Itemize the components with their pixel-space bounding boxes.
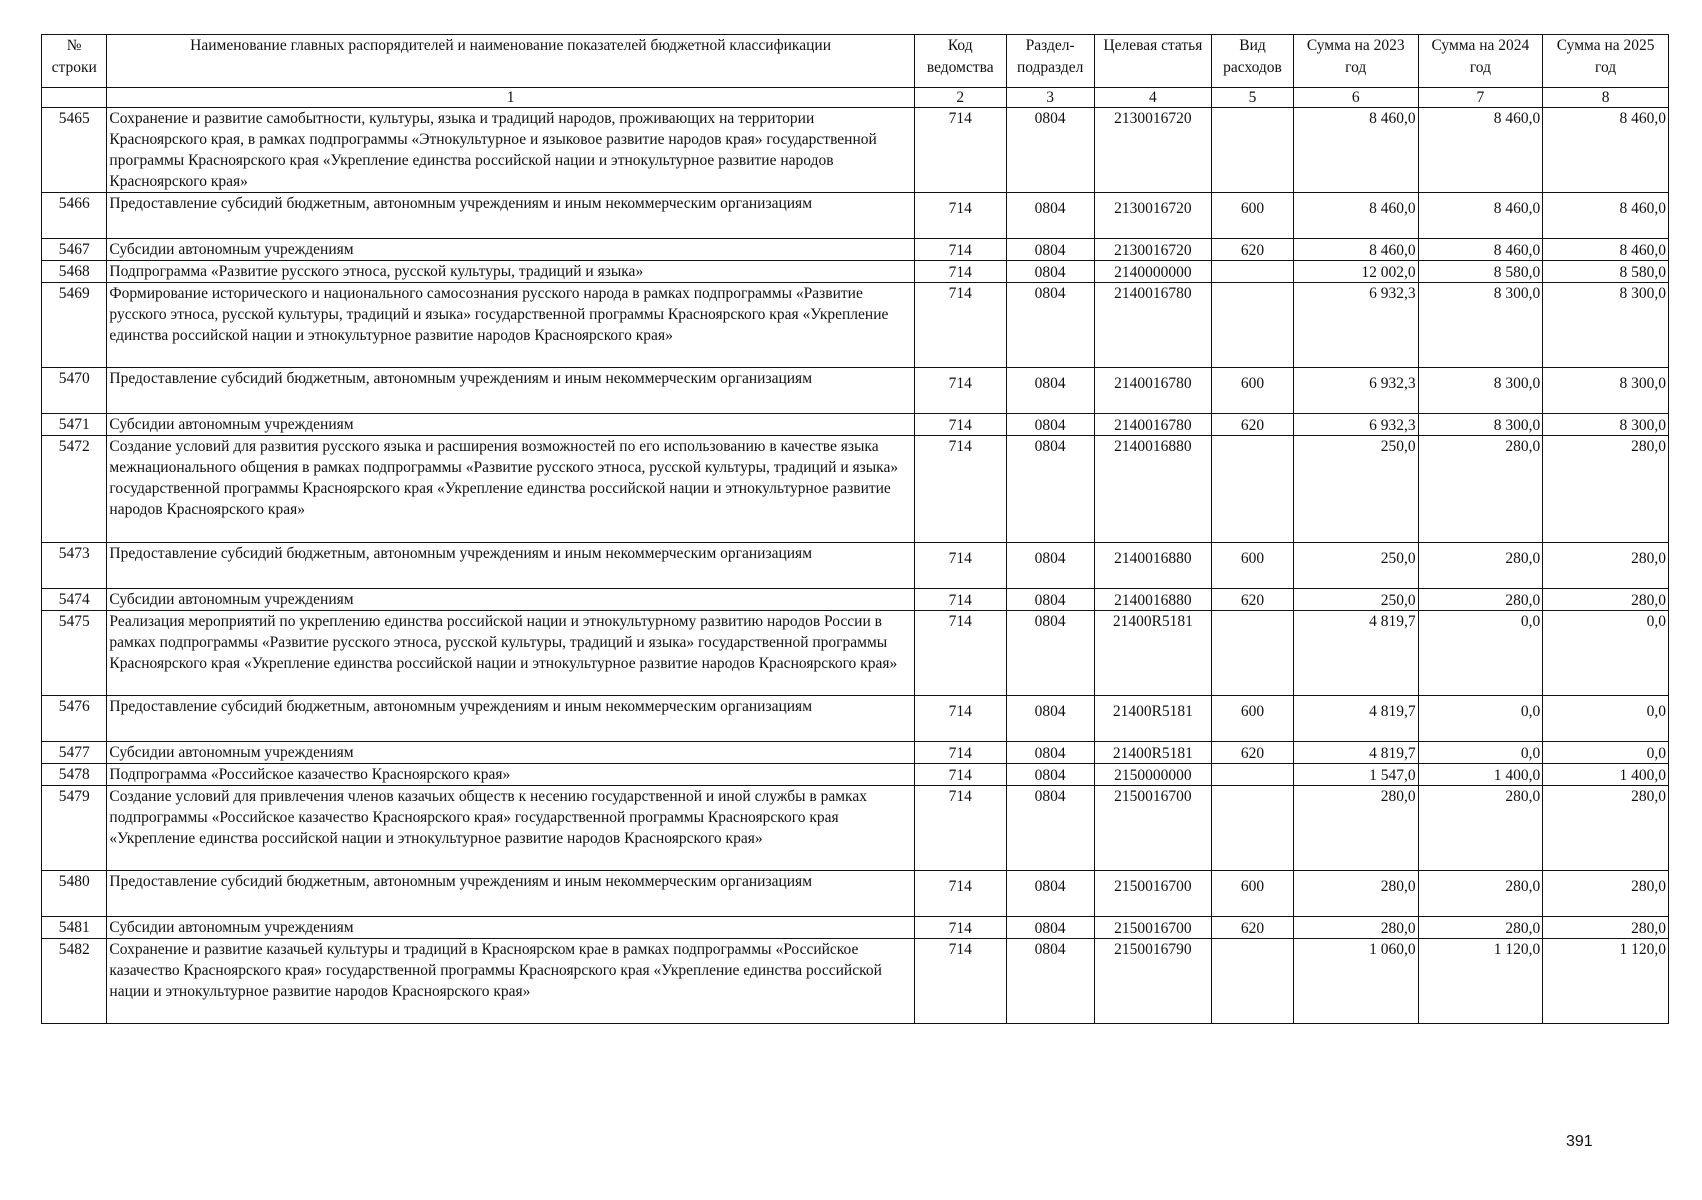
row-sum-2023: 8 460,0 [1293,193,1418,239]
row-expense-type [1212,283,1294,368]
row-number: 5475 [42,611,107,696]
row-number: 5482 [42,939,107,1024]
row-target: 2150016700 [1094,871,1212,917]
row-dept-code: 714 [914,696,1006,742]
row-sum-2023: 1 547,0 [1293,764,1418,786]
row-section: 0804 [1006,108,1094,193]
row-number: 5477 [42,742,107,764]
row-dept-code: 714 [914,543,1006,589]
row-expense-type: 620 [1212,239,1294,261]
header-sum-2025: Сумма на 2025 год [1543,35,1669,88]
row-sum-2025: 280,0 [1543,917,1669,939]
row-expense-type: 620 [1212,414,1294,436]
row-sum-2024: 280,0 [1418,543,1543,589]
row-name: Сохранение и развитие казачьей культуры и традиций в Красноярском крае в рамках подпрограммы «Российское казачество Красноярского края» государственной программы Красноярского края «Укрепление единства российской нации и этнокультурное развитие народов Красноярского края» [107,939,914,1024]
table-row [42,742,1669,764]
row-dept-code: 714 [914,414,1006,436]
row-target: 21400R5181 [1094,696,1212,742]
column-number-row [42,88,1669,108]
row-sum-2025: 8 580,0 [1543,261,1669,283]
table-row [42,239,1669,261]
row-sum-2024: 280,0 [1418,589,1543,611]
row-section: 0804 [1006,742,1094,764]
table-row [42,696,1669,742]
row-target: 21400R5181 [1094,742,1212,764]
row-section: 0804 [1006,871,1094,917]
row-number: 5476 [42,696,107,742]
row-name: Предоставление субсидий бюджетным, автономным учреждениям и иным некоммерческим организациям [107,696,914,742]
table-row [42,786,1669,871]
row-number: 5468 [42,261,107,283]
row-dept-code: 714 [914,368,1006,414]
row-target: 2150016700 [1094,917,1212,939]
row-dept-code: 714 [914,742,1006,764]
row-expense-type [1212,786,1294,871]
row-section: 0804 [1006,368,1094,414]
row-name: Субсидии автономным учреждениям [107,239,914,261]
table-row [42,871,1669,917]
row-expense-type: 600 [1212,368,1294,414]
row-section: 0804 [1006,414,1094,436]
header-name: Наименование главных распорядителей и наименование показателей бюджетной классификации [107,35,914,88]
row-number: 5471 [42,414,107,436]
row-sum-2024: 0,0 [1418,742,1543,764]
row-number: 5470 [42,368,107,414]
row-section: 0804 [1006,239,1094,261]
table-row [42,414,1669,436]
budget-table [41,34,1669,1024]
row-target: 2130016720 [1094,193,1212,239]
row-name: Предоставление субсидий бюджетным, автономным учреждениям и иным некоммерческим организациям [107,368,914,414]
row-target: 2140016880 [1094,543,1212,589]
row-dept-code: 714 [914,436,1006,543]
row-sum-2024: 1 120,0 [1418,939,1543,1024]
row-target: 2140016780 [1094,368,1212,414]
row-target: 2140016780 [1094,414,1212,436]
row-section: 0804 [1006,764,1094,786]
row-sum-2025: 8 300,0 [1543,283,1669,368]
row-sum-2025: 280,0 [1543,786,1669,871]
row-section: 0804 [1006,543,1094,589]
table-row [42,917,1669,939]
row-sum-2023: 250,0 [1293,436,1418,543]
row-number: 5478 [42,764,107,786]
column-number: 2 [914,88,1006,108]
row-sum-2023: 1 060,0 [1293,939,1418,1024]
table-row [42,939,1669,1024]
row-dept-code: 714 [914,611,1006,696]
row-sum-2025: 0,0 [1543,742,1669,764]
row-dept-code: 714 [914,108,1006,193]
header-row-no: № строки [42,35,107,88]
row-name: Реализация мероприятий по укреплению единства российской нации и этнокультурному развитию народов России в рамках подпрограммы «Развитие русского этноса, русской культуры, традиций и языка» государственной программы Красноярского края «Укрепление единства российской нации и этнокультурное развитие народов Красноярского края» [107,611,914,696]
row-sum-2025: 8 460,0 [1543,108,1669,193]
row-section: 0804 [1006,193,1094,239]
row-target: 2140016780 [1094,283,1212,368]
row-number: 5469 [42,283,107,368]
row-sum-2024: 8 580,0 [1418,261,1543,283]
row-name: Подпрограмма «Российское казачество Красноярского края» [107,764,914,786]
column-number: 3 [1006,88,1094,108]
row-number: 5479 [42,786,107,871]
row-sum-2025: 280,0 [1543,436,1669,543]
row-sum-2024: 8 300,0 [1418,414,1543,436]
row-number: 5474 [42,589,107,611]
row-name: Создание условий для развития русского языка и расширения возможностей по его использованию в качестве языка межнационального общения в рамках подпрограммы «Развитие русского этноса, русской культуры, традиций и языка» государственной программы Красноярского края «Укрепление единства российской нации и этнокультурное развитие народов Красноярского края» [107,436,914,543]
table-row [42,368,1669,414]
row-number: 5480 [42,871,107,917]
row-dept-code: 714 [914,786,1006,871]
row-sum-2025: 0,0 [1543,611,1669,696]
row-sum-2024: 280,0 [1418,436,1543,543]
row-expense-type: 600 [1212,543,1294,589]
table-row [42,261,1669,283]
row-sum-2025: 0,0 [1543,696,1669,742]
table-row [42,611,1669,696]
row-name: Предоставление субсидий бюджетным, автономным учреждениям и иным некоммерческим организациям [107,193,914,239]
row-section: 0804 [1006,611,1094,696]
row-number: 5472 [42,436,107,543]
row-expense-type: 620 [1212,917,1294,939]
row-section: 0804 [1006,436,1094,543]
row-sum-2023: 8 460,0 [1293,239,1418,261]
row-target: 2130016720 [1094,108,1212,193]
row-target: 2150000000 [1094,764,1212,786]
row-sum-2024: 0,0 [1418,611,1543,696]
page-number: 391 [1566,1133,1593,1150]
row-expense-type [1212,261,1294,283]
row-dept-code: 714 [914,917,1006,939]
row-sum-2025: 1 400,0 [1543,764,1669,786]
row-section: 0804 [1006,589,1094,611]
row-dept-code: 714 [914,261,1006,283]
row-sum-2023: 6 932,3 [1293,283,1418,368]
row-expense-type [1212,108,1294,193]
row-number: 5465 [42,108,107,193]
row-number: 5481 [42,917,107,939]
row-sum-2023: 280,0 [1293,871,1418,917]
row-sum-2024: 280,0 [1418,917,1543,939]
row-name: Сохранение и развитие самобытности, культуры, языка и традиций народов, проживающих на территории Красноярского края, в рамках подпрограммы «Этнокультурное и языковое развитие народов края» государственной программы Красноярского края «Укрепление единства российской нации и этнокультурное развитие народов Красноярского края» [107,108,914,193]
column-number: 6 [1293,88,1418,108]
header-section: Раздел-подраздел [1006,35,1094,88]
row-sum-2024: 0,0 [1418,696,1543,742]
row-sum-2024: 1 400,0 [1418,764,1543,786]
row-section: 0804 [1006,696,1094,742]
row-sum-2024: 280,0 [1418,786,1543,871]
table-row [42,543,1669,589]
row-sum-2024: 280,0 [1418,871,1543,917]
row-target: 2140000000 [1094,261,1212,283]
row-dept-code: 714 [914,283,1006,368]
row-number: 5466 [42,193,107,239]
row-target: 2150016700 [1094,786,1212,871]
row-name: Субсидии автономным учреждениям [107,742,914,764]
row-sum-2023: 250,0 [1293,589,1418,611]
row-dept-code: 714 [914,193,1006,239]
row-target: 21400R5181 [1094,611,1212,696]
column-number [42,88,107,108]
header-dept-code: Код ведомства [914,35,1006,88]
row-expense-type: 620 [1212,589,1294,611]
row-expense-type: 620 [1212,742,1294,764]
row-number: 5467 [42,239,107,261]
row-sum-2025: 8 300,0 [1543,368,1669,414]
row-sum-2024: 8 300,0 [1418,283,1543,368]
row-sum-2023: 4 819,7 [1293,696,1418,742]
row-expense-type [1212,939,1294,1024]
header-sum-2024: Сумма на 2024 год [1418,35,1543,88]
header-expense-type: Вид расходов [1212,35,1294,88]
row-sum-2023: 280,0 [1293,917,1418,939]
row-name: Предоставление субсидий бюджетным, автономным учреждениям и иным некоммерческим организациям [107,543,914,589]
row-expense-type [1212,611,1294,696]
column-number: 5 [1212,88,1294,108]
row-section: 0804 [1006,283,1094,368]
row-dept-code: 714 [914,871,1006,917]
header-sum-2023: Сумма на 2023 год [1293,35,1418,88]
row-name: Субсидии автономным учреждениям [107,414,914,436]
table-row [42,108,1669,193]
row-sum-2023: 8 460,0 [1293,108,1418,193]
row-sum-2025: 8 460,0 [1543,239,1669,261]
row-target: 2140016880 [1094,589,1212,611]
row-number: 5473 [42,543,107,589]
column-number: 7 [1418,88,1543,108]
row-sum-2023: 6 932,3 [1293,414,1418,436]
row-sum-2025: 8 460,0 [1543,193,1669,239]
row-sum-2025: 1 120,0 [1543,939,1669,1024]
row-dept-code: 714 [914,764,1006,786]
row-sum-2023: 280,0 [1293,786,1418,871]
row-section: 0804 [1006,917,1094,939]
column-number: 8 [1543,88,1669,108]
row-expense-type [1212,436,1294,543]
table-row [42,283,1669,368]
table-row [42,193,1669,239]
row-sum-2024: 8 460,0 [1418,108,1543,193]
row-section: 0804 [1006,786,1094,871]
table-row [42,589,1669,611]
column-number: 1 [107,88,914,108]
row-dept-code: 714 [914,589,1006,611]
row-sum-2025: 280,0 [1543,543,1669,589]
row-name: Создание условий для привлечения членов казачьих обществ к несению государственной и иной службы в рамках подпрограммы «Российское казачество Красноярского края» государственной программы Красноярского края «Укрепление единства российской нации и этнокультурное развитие народов Красноярского края» [107,786,914,871]
row-section: 0804 [1006,939,1094,1024]
row-sum-2024: 8 300,0 [1418,368,1543,414]
row-sum-2025: 8 300,0 [1543,414,1669,436]
row-dept-code: 714 [914,239,1006,261]
row-expense-type [1212,764,1294,786]
table-row [42,764,1669,786]
row-sum-2023: 12 002,0 [1293,261,1418,283]
row-sum-2025: 280,0 [1543,871,1669,917]
row-target: 2130016720 [1094,239,1212,261]
row-sum-2023: 250,0 [1293,543,1418,589]
row-sum-2025: 280,0 [1543,589,1669,611]
header-row [42,35,1669,88]
row-sum-2024: 8 460,0 [1418,193,1543,239]
row-target: 2150016790 [1094,939,1212,1024]
row-expense-type: 600 [1212,193,1294,239]
table-row [42,436,1669,543]
row-sum-2023: 6 932,3 [1293,368,1418,414]
header-target: Целевая статья [1094,35,1212,88]
row-dept-code: 714 [914,939,1006,1024]
row-expense-type: 600 [1212,871,1294,917]
row-expense-type: 600 [1212,696,1294,742]
row-target: 2140016880 [1094,436,1212,543]
row-name: Предоставление субсидий бюджетным, автономным учреждениям и иным некоммерческим организациям [107,871,914,917]
row-sum-2024: 8 460,0 [1418,239,1543,261]
row-name: Субсидии автономным учреждениям [107,589,914,611]
row-name: Субсидии автономным учреждениям [107,917,914,939]
column-number: 4 [1094,88,1212,108]
row-name: Подпрограмма «Развитие русского этноса, русской культуры, традиций и языка» [107,261,914,283]
row-sum-2023: 4 819,7 [1293,611,1418,696]
row-name: Формирование исторического и национального самосознания русского народа в рамках подпрограммы «Развитие русского этноса, русской культуры, традиций и языка» государственной программы Красноярского края «Укрепление единства российской нации и этнокультурное развитие народов Красноярского края» [107,283,914,368]
row-section: 0804 [1006,261,1094,283]
row-sum-2023: 4 819,7 [1293,742,1418,764]
